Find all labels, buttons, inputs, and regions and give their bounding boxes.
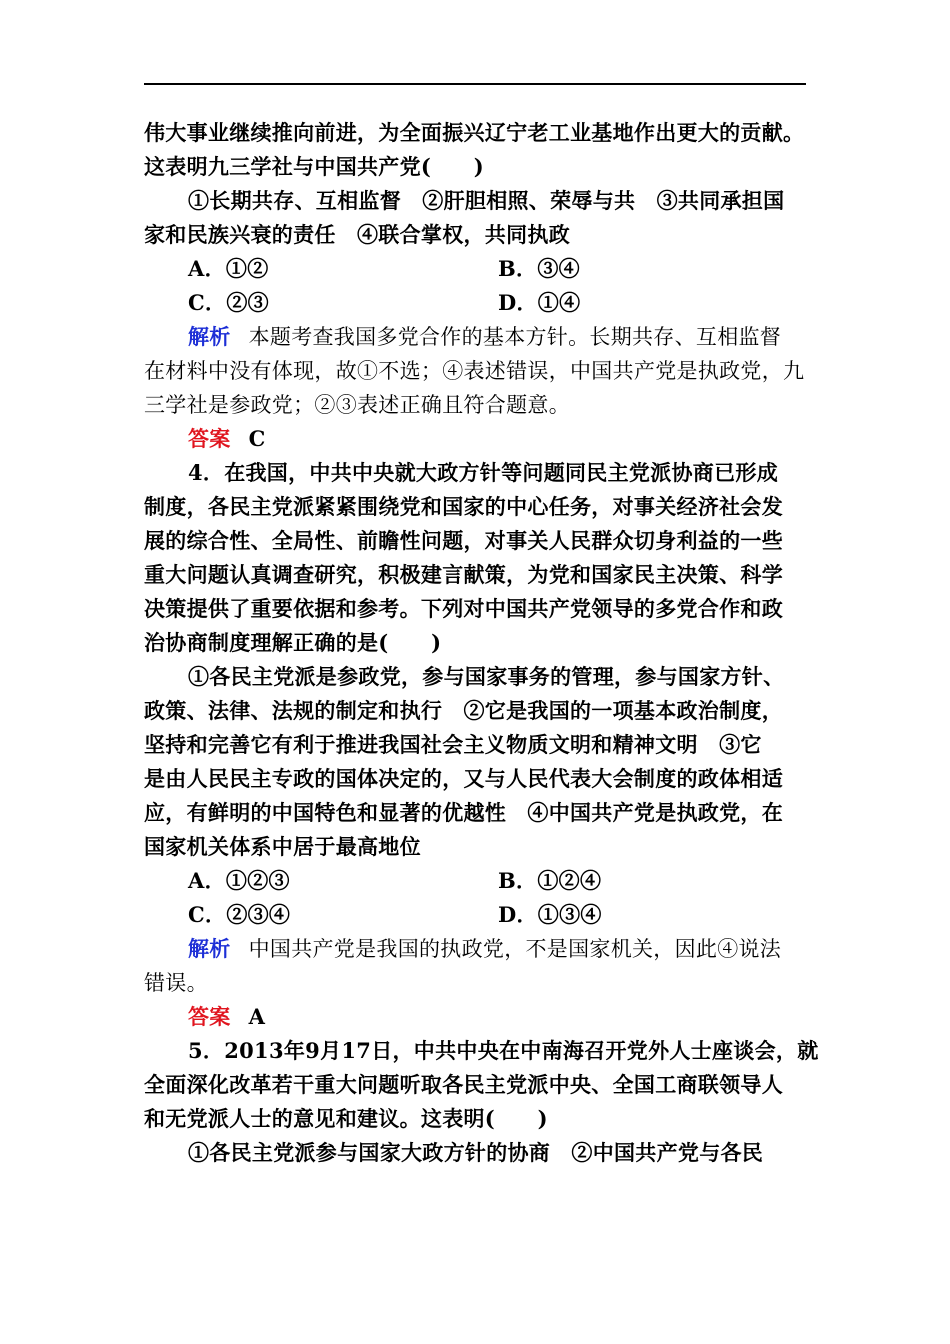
q3-analysis-label: 解析 xyxy=(188,324,231,349)
q4-option-c: C．②③④ xyxy=(188,902,291,927)
q4-analysis-line-2: 错误。 xyxy=(144,971,208,995)
q3-stem-line-1: 伟大事业继续推向前进，为全面振兴辽宁老工业基地作出更大的贡献。 xyxy=(144,120,805,145)
q3-stem-line-2: 这表明九三学社与中国共产党( ) xyxy=(144,154,484,179)
q3-option-a: A．①② xyxy=(188,256,269,281)
q4-stem-line-6: 治协商制度理解正确的是( ) xyxy=(144,630,442,655)
q3-options-row-1 xyxy=(144,252,808,286)
q5-stem-line-1: 5．2013年9月17日，中共中央在中南海召开党外人士座谈会，就 xyxy=(188,1038,819,1063)
q4-answer-label: 答案 xyxy=(188,1004,231,1029)
q4-items-line-6: 国家机关体系中居于最高地位 xyxy=(144,834,421,859)
question-5 xyxy=(144,1034,819,1170)
q4-stem-line-1: 4．在我国，中共中央就大政方针等问题同民主党派协商已形成 xyxy=(188,460,779,485)
header-rule xyxy=(144,83,806,85)
q4-options-row-2 xyxy=(144,898,808,932)
q3-analysis xyxy=(144,320,808,422)
q4-stem-line-4: 重大问题认真调查研究，积极建言献策，为党和国家民主决策、科学 xyxy=(144,562,783,587)
q4-items-line-5: 应，有鲜明的中国特色和显著的优越性 ④中国共产党是执政党，在 xyxy=(144,800,783,825)
q4-option-d: D．①③④ xyxy=(498,902,602,927)
q4-option-a: A．①②③ xyxy=(188,868,290,893)
q3-analysis-line-1: 本题考查我国多党合作的基本方针。长期共存、互相监督 xyxy=(248,325,782,349)
q4-options-row-1 xyxy=(144,864,808,898)
q4-stem-line-3: 展的综合性、全局性、前瞻性问题，对事关人民群众切身利益的一些 xyxy=(144,528,783,553)
q3-analysis-line-3: 三学社是参政党；②③表述正确且符合题意。 xyxy=(144,393,570,417)
q4-analysis-line-1: 中国共产党是我国的执政党，不是国家机关，因此④说法 xyxy=(248,937,782,961)
q3-option-b: B．③④ xyxy=(498,256,580,281)
q4-analysis-label: 解析 xyxy=(188,936,231,961)
q4-stem-line-2: 制度，各民主党派紧紧围绕党和国家的中心任务，对事关经济社会发 xyxy=(144,494,783,519)
q4-items-line-2: 政策、法律、法规的制定和执行 ②它是我国的一项基本政治制度， xyxy=(144,698,783,723)
q3-items-line-2: 家和民族兴衰的责任 ④联合掌权，共同执政 xyxy=(144,222,570,247)
q3-answer-label: 答案 xyxy=(188,426,231,451)
q3-answer-value: C xyxy=(248,426,266,451)
q4-items-line-4: 是由人民民主专政的国体决定的，又与人民代表大会制度的政体相适 xyxy=(144,766,783,791)
question-4 xyxy=(144,456,808,1034)
q4-answer-value: A xyxy=(248,1004,266,1029)
q3-options-row-2 xyxy=(144,286,808,320)
q4-items-line-1: ①各民主党派是参政党，参与国家事务的管理，参与国家方针、 xyxy=(188,664,785,689)
q3-items-line-1: ①长期共存、互相监督 ②肝胆相照、荣辱与共 ③共同承担国 xyxy=(188,188,785,213)
q3-answer xyxy=(144,422,808,456)
q4-answer xyxy=(144,1000,808,1034)
q4-items-line-3: 坚持和完善它有利于推进我国社会主义物质文明和精神文明 ③它 xyxy=(144,732,762,757)
q4-analysis xyxy=(144,932,808,1000)
q5-stem-line-2: 全面深化改革若干重大问题听取各民主党派中央、全国工商联领导人 xyxy=(144,1072,783,1097)
document-body xyxy=(144,116,819,1170)
q4-stem-line-5: 决策提供了重要依据和参考。下列对中国共产党领导的多党合作和政 xyxy=(144,596,783,621)
q3-analysis-line-2: 在材料中没有体现，故①不选；④表述错误，中国共产党是执政党，九 xyxy=(144,359,805,383)
q5-stem-line-3: 和无党派人士的意见和建议。这表明( ) xyxy=(144,1106,548,1131)
q4-option-b: B．①②④ xyxy=(498,868,602,893)
question-3 xyxy=(144,116,808,456)
q5-items-line-1: ①各民主党派参与国家大政方针的协商 ②中国共产党与各民 xyxy=(188,1140,764,1165)
q3-option-d: D．①④ xyxy=(498,290,581,315)
q3-option-c: C．②③ xyxy=(188,290,269,315)
